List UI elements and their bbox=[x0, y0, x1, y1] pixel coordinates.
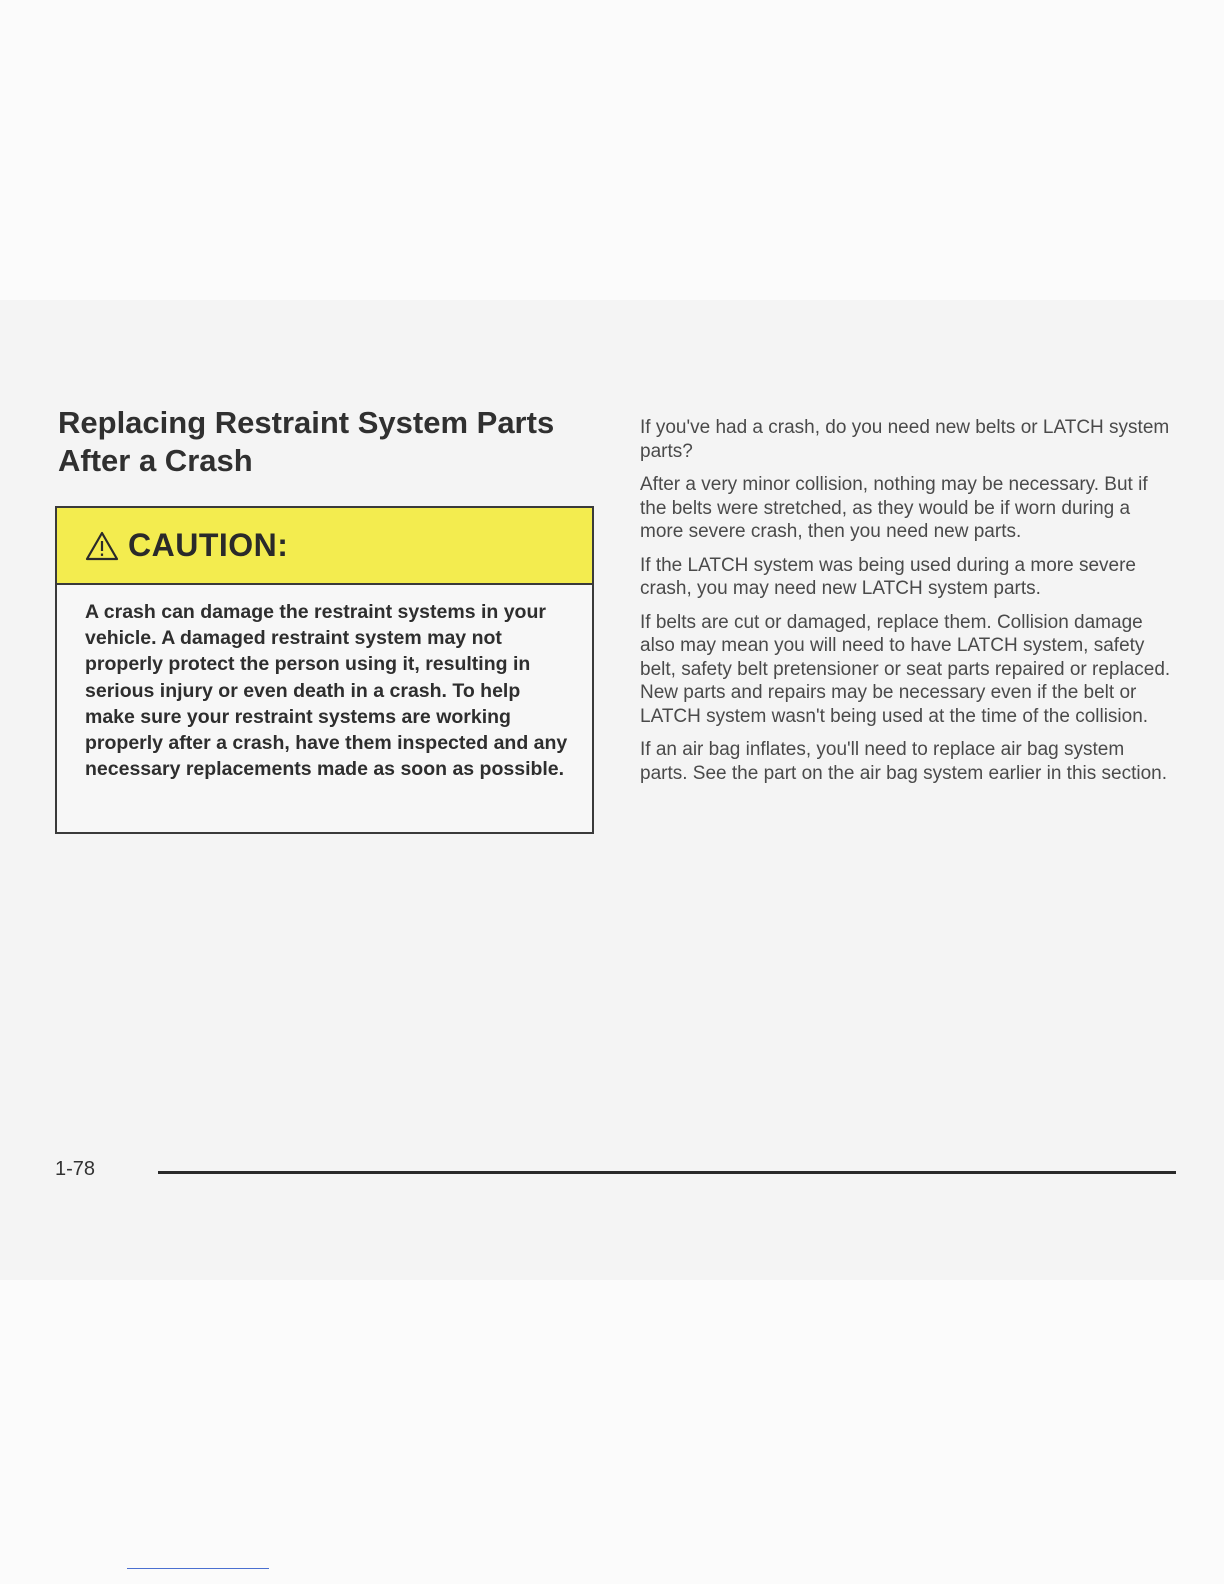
body-paragraph: After a very minor collision, nothing may be necessary. But if the belts were stretched, as they would be if worn during a more severe crash, then you need new parts. bbox=[640, 474, 1148, 542]
bottom-divider bbox=[127, 1568, 269, 1569]
caution-header bbox=[57, 508, 592, 585]
body-text-column bbox=[640, 416, 1176, 795]
body-paragraph: If you've had a crash, do you need new belts or LATCH system parts? bbox=[640, 417, 1170, 462]
warning-triangle-icon bbox=[85, 531, 119, 561]
caution-text: A crash can damage the restraint systems in your vehicle. A damaged restraint system may not properly protect the person using it, resulting in serious injury or even death in a crash. To help make sure your restraint systems are working properly after a crash, have them inspected and any necessary replacements made as soon as possible. bbox=[85, 601, 568, 781]
caution-box bbox=[55, 506, 594, 834]
body-paragraph: If belts are cut or damaged, replace them. Collision damage also may mean you will need to have LATCH system, safety belt, safety belt pretensioner or seat parts repaired or replaced. New parts and repairs may be necessary even if the belt or LATCH system wasn't being used at the time of the collision. bbox=[640, 611, 1171, 727]
body-paragraph: If an air bag inflates, you'll need to replace air bag system parts. See the part on the air bag system earlier in this section. bbox=[640, 739, 1167, 784]
footer-divider bbox=[158, 1171, 1176, 1174]
page-number: 1-78 bbox=[55, 1158, 96, 1180]
section-heading: Replacing Restraint System Parts After a Crash bbox=[58, 405, 555, 478]
body-paragraph: If the LATCH system was being used during a more severe crash, you may need new LATCH system parts. bbox=[640, 554, 1136, 599]
caution-label: CAUTION: bbox=[128, 527, 289, 563]
